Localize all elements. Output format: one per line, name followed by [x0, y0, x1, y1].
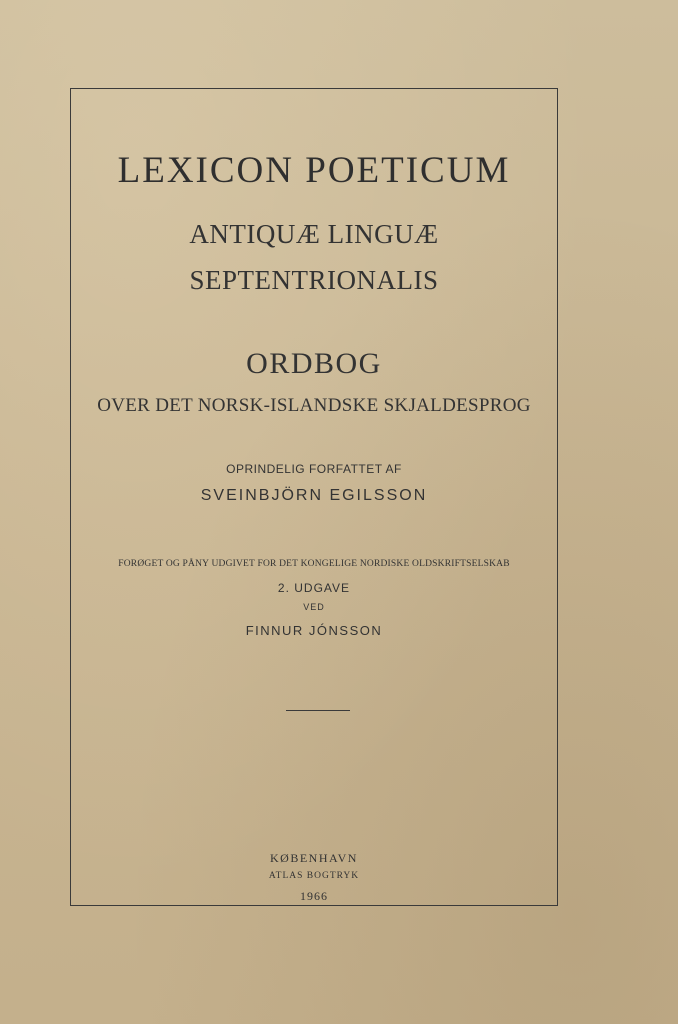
author-name: SVEINBJÖRN EGILSSON — [200, 487, 428, 504]
editor-name: FINNUR JÓNSSON — [245, 623, 383, 638]
edition-label: 2. UDGAVE — [277, 581, 351, 595]
ordbog-subheading: OVER DET NORSK-ISLANDSKE SKJALDESPROG — [97, 395, 531, 416]
printer-name: ATLAS BOGTRYK — [268, 871, 360, 881]
ordbog-heading: ORDBOG — [246, 347, 382, 380]
subtitle-line-2: SEPTENTRIONALIS — [189, 265, 439, 295]
book-title: LEXICON POETICUM — [117, 150, 511, 191]
authored-label: OPRINDELIG FORFATTET AF — [226, 462, 402, 476]
edition-note: FORØGET OG PÅNY UDGIVET FOR DET KONGELIGE NORDISKE OLDSKRIFTSELSKAB — [118, 559, 510, 569]
by-label: VED — [303, 602, 325, 612]
publication-year: 1966 — [300, 889, 328, 903]
publication-city: KØBENHAVN — [270, 851, 358, 865]
subtitle-line-1: ANTIQUÆ LINGUÆ — [189, 219, 439, 249]
divider-rule — [286, 710, 350, 711]
title-frame — [70, 88, 558, 906]
